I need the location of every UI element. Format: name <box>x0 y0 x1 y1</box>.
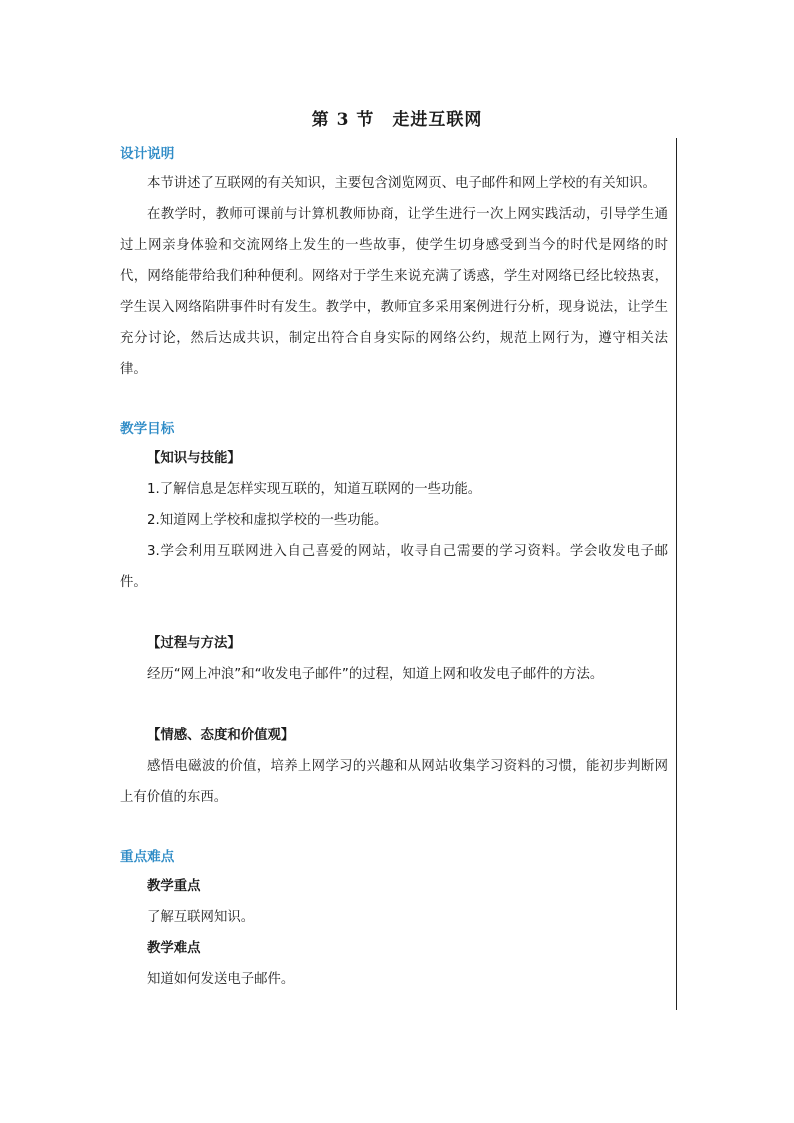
knowledge-skills-label: 【知识与技能】 <box>147 451 241 466</box>
section-heading-keypoints: 重点难点 <box>120 849 175 865</box>
knowledge-item-2: 2.知道网上学校和虚拟学校的一些功能。 <box>147 513 388 528</box>
knowledge-item-3: 3.学会利用互联网进入自己喜爱的网站，收寻自己需要的学习资料。学会收发电子邮件。 <box>120 544 668 590</box>
lesson-content <box>120 140 668 995</box>
teaching-focus-label: 教学重点 <box>147 879 201 894</box>
emotion-values-label: 【情感、态度和价值观】 <box>147 728 295 743</box>
teaching-difficulty-label: 教学难点 <box>147 941 201 956</box>
section-heading-goals: 教学目标 <box>120 421 175 437</box>
process-text: 经历“网上冲浪”和“收发电子邮件”的过程，知道上网和收发电子邮件的方法。 <box>147 667 604 682</box>
section-heading-design: 设计说明 <box>120 146 175 162</box>
margin-rule <box>676 138 677 1010</box>
emotion-text: 感悟电磁波的价值，培养上网学习的兴趣和从网站收集学习资料的习惯，能初步判断网上有价值的东西。 <box>120 759 668 805</box>
teaching-focus-text: 了解互联网知识。 <box>147 910 255 925</box>
knowledge-item-1: 1.了解信息是怎样实现互联的，知道互联网的一些功能。 <box>147 482 482 497</box>
process-methods-label: 【过程与方法】 <box>147 636 241 651</box>
teaching-difficulty-text: 知道如何发送电子邮件。 <box>147 972 295 987</box>
design-paragraph-2: 在教学时，教师可课前与计算机教师协商，让学生进行一次上网实践活动，引导学生通过上网亲身体验和交流网络上发生的一些故事，使学生切身感受到当今的时代是网络的时代，网络能带给我们种种便利。网络对于学生来说充满了诱惑，学生对网络已经比较热衷，学生误入网络陷阱事件时有发生。教学中，教师宜多采用案例进行分析，现身说法，让学生充分讨论，然后达成共识，制定出符合自身实际的网络公约，规范上网行为，遵守相关法律。 <box>120 207 668 377</box>
page-title: 第 3 节 走进互联网 <box>311 110 483 130</box>
design-paragraph-1: 本节讲述了互联网的有关知识，主要包含浏览网页、电子邮件和网上学校的有关知识。 <box>147 176 656 191</box>
